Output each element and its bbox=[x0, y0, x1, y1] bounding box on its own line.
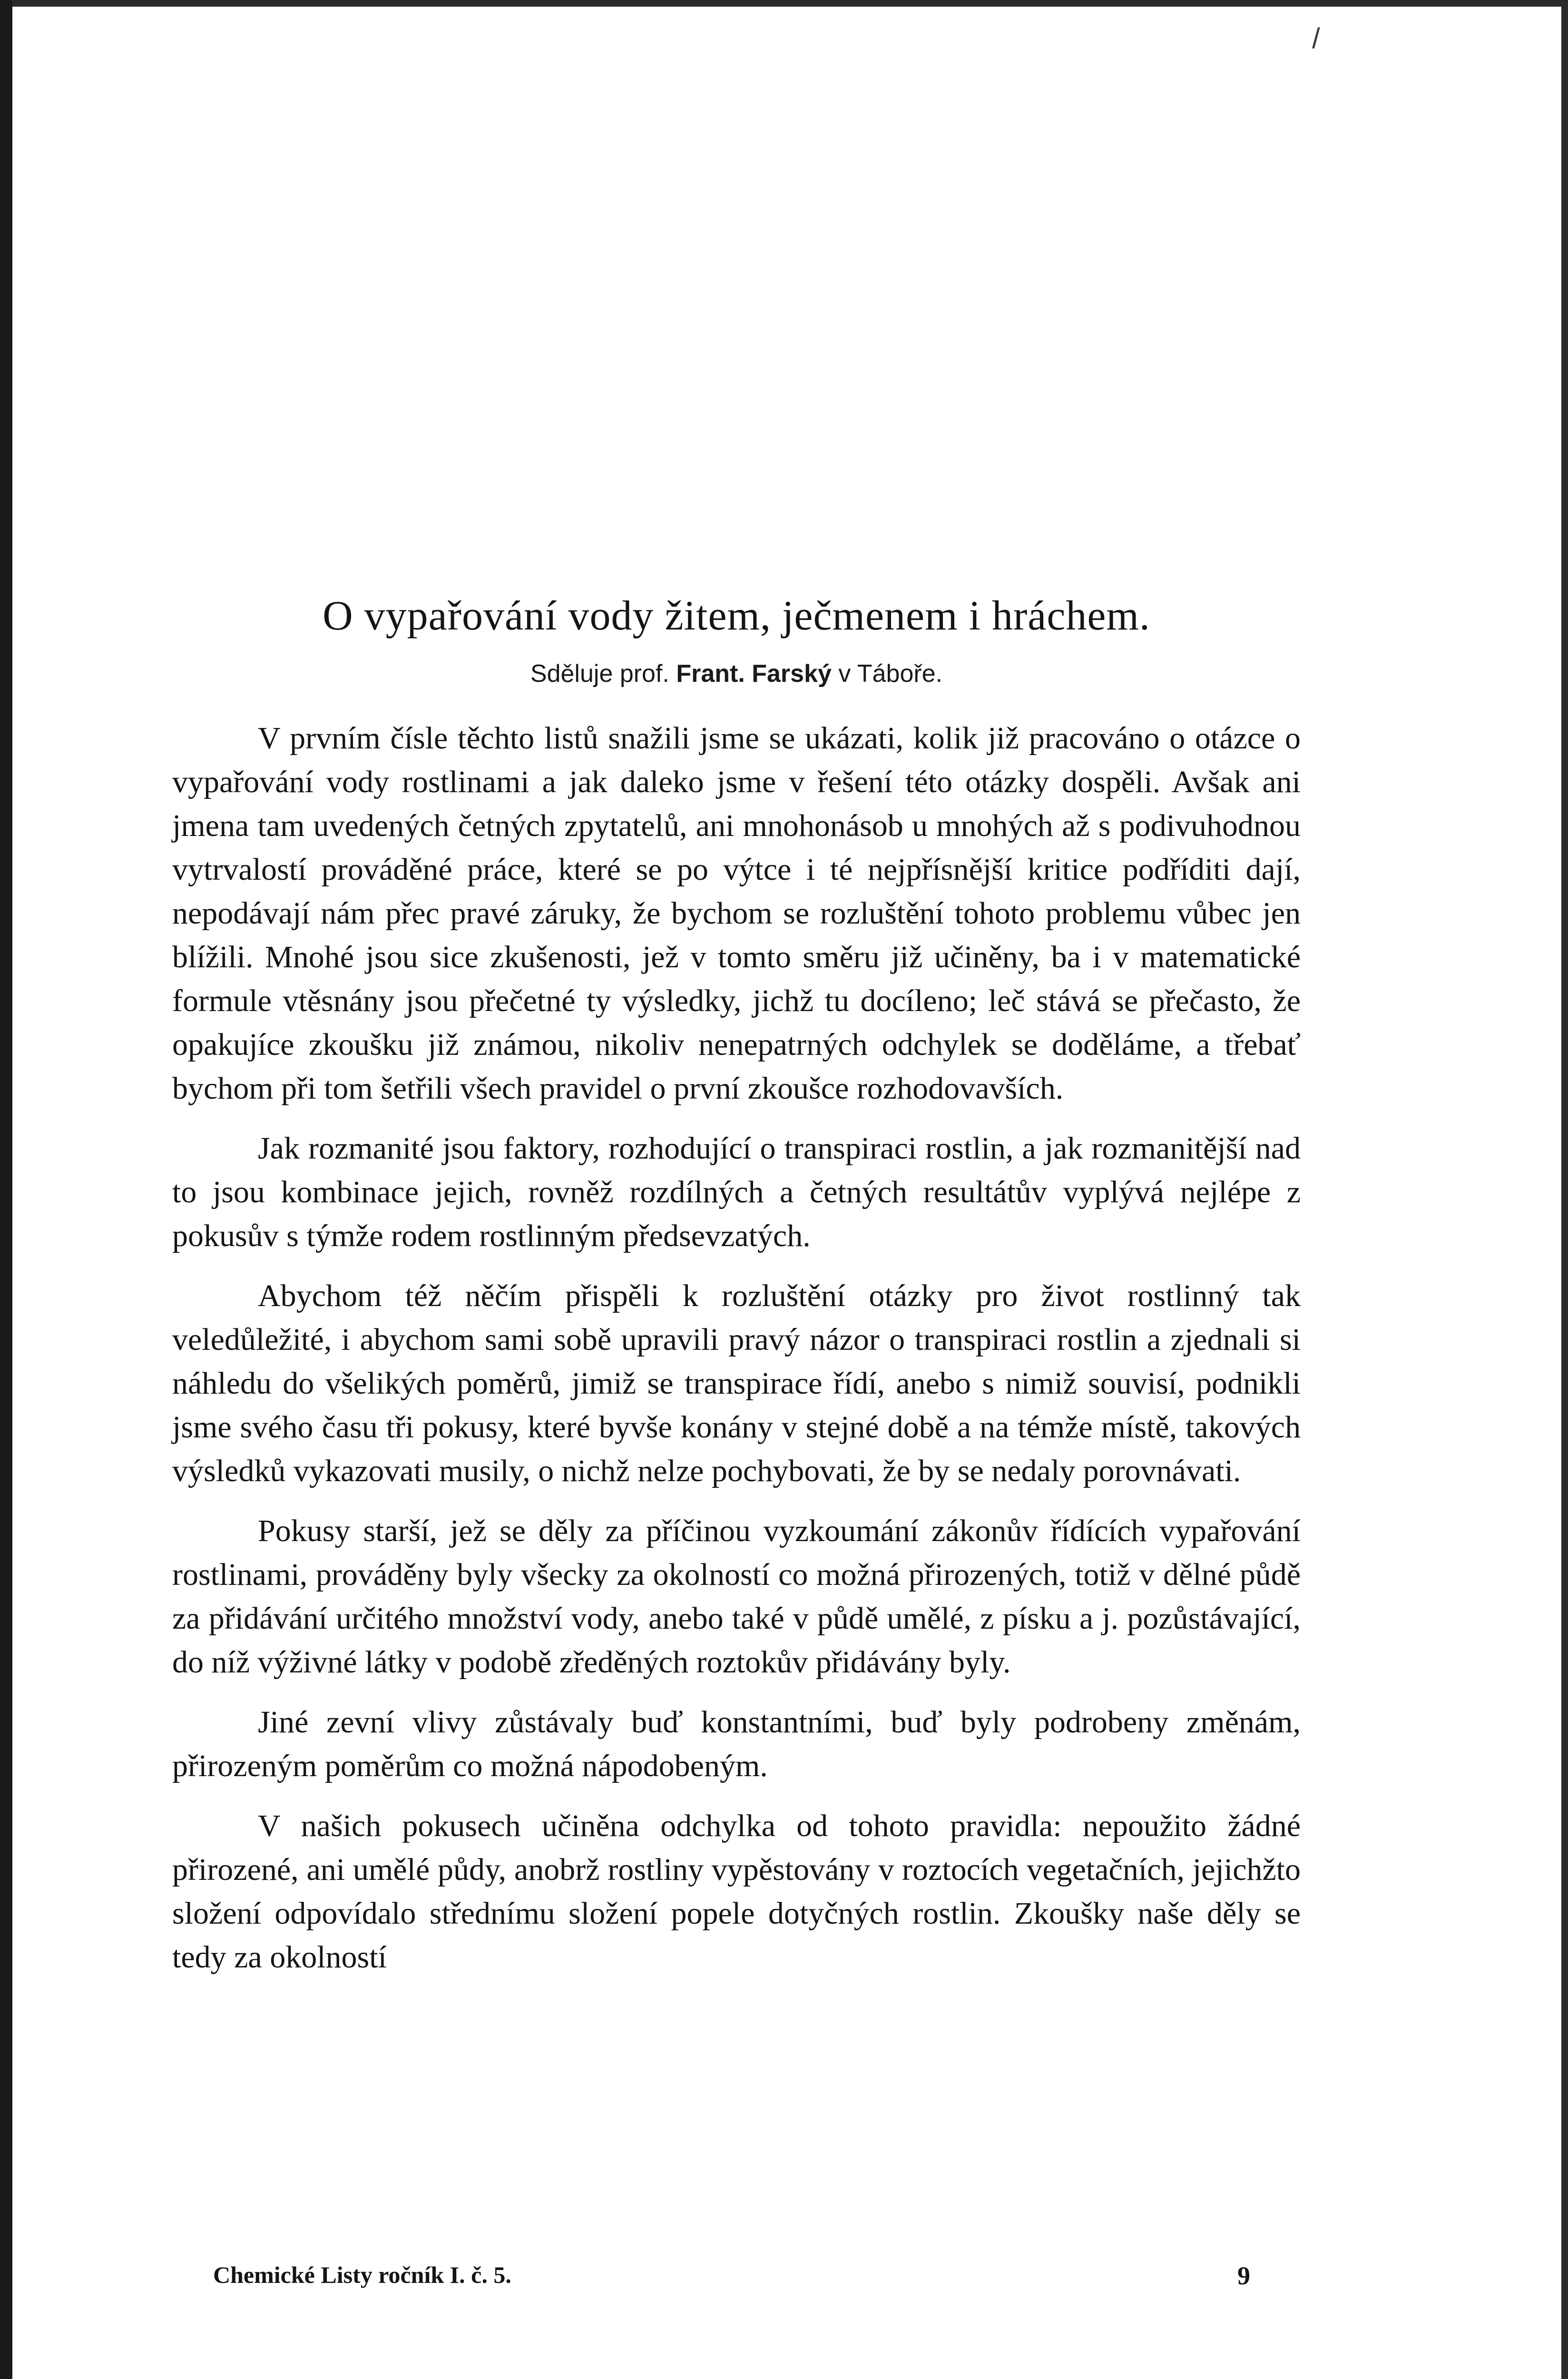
article bbox=[172, 590, 1301, 1996]
journal-reference: Chemické Listy ročník I. č. 5. bbox=[213, 2261, 511, 2288]
paragraph: Jiné zevní vlivy zůstávaly buď konstantními, buď byly podrobeny změnám, přirozeným poměrům co možná nápodobeným. bbox=[172, 1705, 1301, 1783]
scan-border-right bbox=[1561, 0, 1568, 2379]
article-title: O vypařování vody žitem, ječmenem i hráchem. bbox=[323, 593, 1150, 639]
page-corner-mark: / bbox=[1312, 22, 1320, 54]
signature-mark: 9 bbox=[1237, 2261, 1250, 2290]
byline-prefix: Sděluje prof. bbox=[530, 660, 669, 688]
byline bbox=[172, 659, 1301, 688]
paragraph: Abychom též něčím přispěli k rozluštění otázky pro život rostlinný tak veledůležité, i abychom sami sobě upravili pravý názor o transpiraci rostlin a zjednali si náhledu do všelikých poměrů, jimiž se transpirace řídí, anebo s nimiž souvisí, podnikli jsme svého času tři pokusy, které byvše konány v stejné době a na témže místě, takových výsledků vykazovati musily, o nichž nelze pochybovati, že by se nedaly porovnávati. bbox=[172, 1278, 1301, 1488]
article-body bbox=[172, 717, 1301, 1979]
paragraph: Pokusy starší, jež se děly za příčinou vyzkoumání zákonův řídících vypařování rostlinami, prováděny byly všecky za okolností co možná přirozených, totiž v dělné půdě za přidávání určitého množství vody, anebo také v půdě umělé, z písku a j. pozůstávající, do níž výživné látky v podobě zředěných roztokův přidávány byly. bbox=[172, 1514, 1301, 1680]
paragraph: V našich pokusech učiněna odchylka od tohoto pravidla: nepoužito žádné přirozené, ani umělé půdy, anobrž rostliny vypěstovány v roztocích vegetačních, jejichžto složení odpovídalo střednímu složení popele dotyčných rostlin. Zkoušky naše děly se tedy za okolností bbox=[172, 1809, 1301, 1975]
byline-suffix: v Táboře. bbox=[838, 660, 943, 688]
byline-author: Frant. Farský bbox=[676, 660, 832, 688]
scan-border-left bbox=[0, 0, 12, 2379]
paragraph: V prvním čísle těchto listů snažili jsme se ukázati, kolik již pracováno o otázce o vypařování vody rostlinami a jak daleko jsme v řešení této otázky dospěli. Avšak ani jmena tam uvedených četných zpytatelů, ani mnohonásob u mnohých až s podivuhodnou vytrvalostí prováděné práce, které se po výtce i té nejpřísnější kritice podříditi dají, nepodávají nám přec pravé záruky, že bychom se rozluštění tohoto problemu vůbec jen blížili. Mnohé jsou sice zkušenosti, jež v tomto směru již učiněny, ba i v matematické formule vtěsnány jsou přečetné ty výsledky, jichž tu docíleno; leč stává se přečasto, že opakujíce zkoušku již známou, nikoliv nenepatrných odchylek se doděláme, a třebať bychom při tom šetřili všech pravidel o první zkoušce rozhodovavších. bbox=[172, 721, 1301, 1106]
scan-border-top bbox=[0, 0, 1568, 7]
paragraph: Jak rozmanité jsou faktory, rozhodující o transpiraci rostlin, a jak rozmanitější nad to jsou kombinace jejich, rovněž rozdílných a četných resultátův vyplývá nejlépe z pokusův s týmže rodem rostlinným předsevzatých. bbox=[172, 1131, 1301, 1253]
